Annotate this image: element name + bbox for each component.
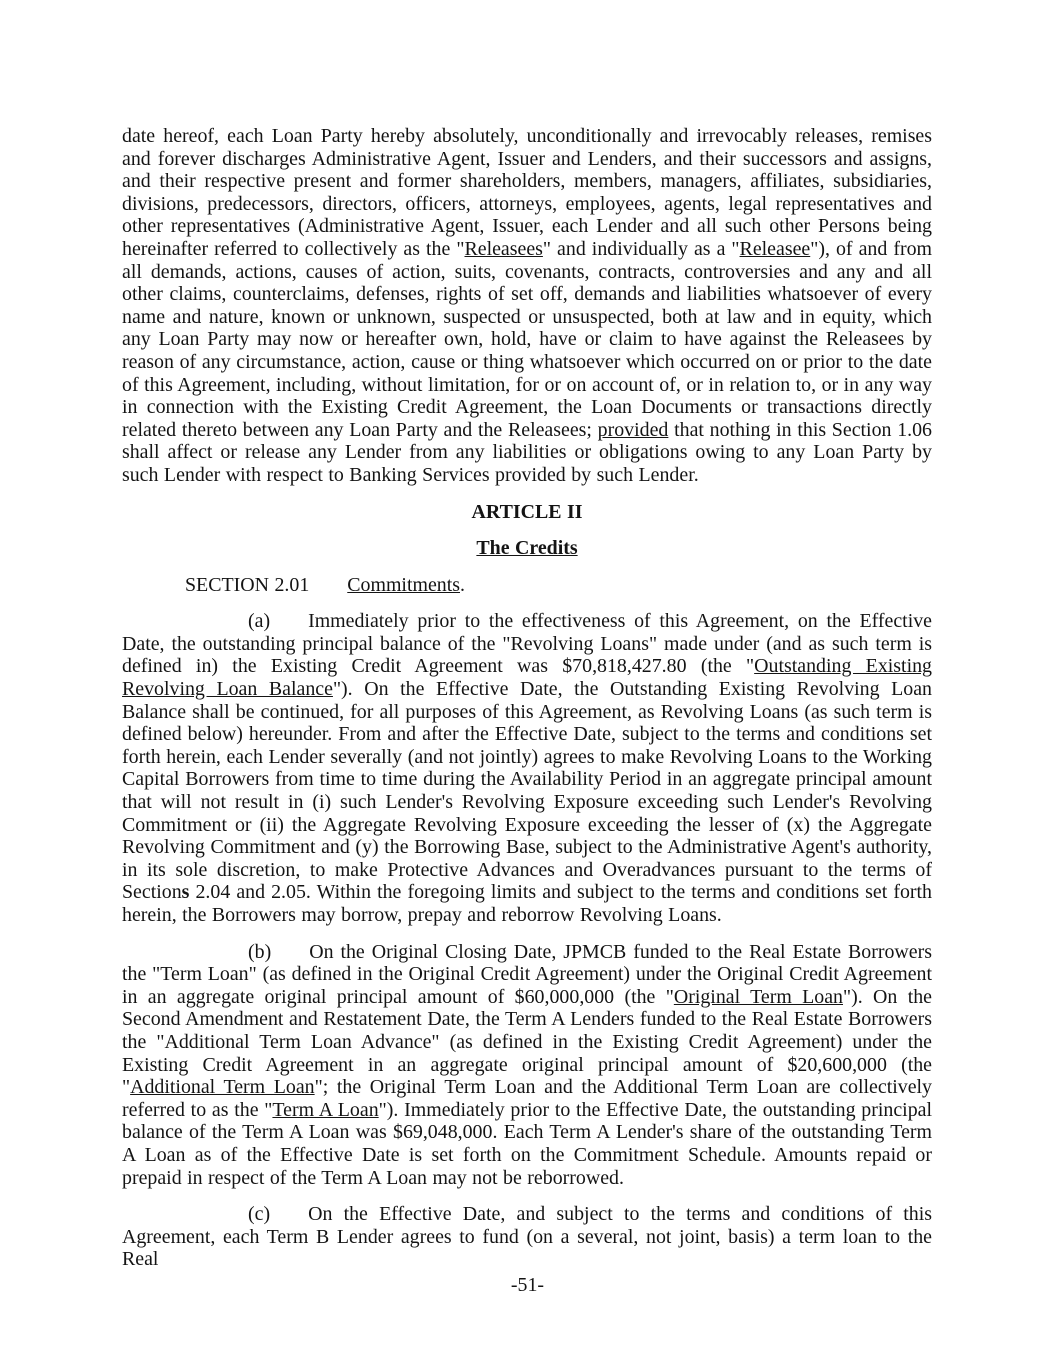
text-run: Term A Loan — [272, 1098, 379, 1121]
text-run: Commitments — [347, 573, 460, 596]
text-run: " and individually as a " — [542, 237, 740, 260]
page-footer — [0, 1274, 1055, 1297]
heading-the-credits — [122, 537, 932, 560]
document-content — [122, 125, 932, 1271]
paragraph-b-term-loan — [122, 941, 932, 1190]
text-run: provided — [597, 418, 669, 441]
text-run: Original Term Loan — [673, 985, 843, 1008]
paragraph-release-continuation — [122, 125, 932, 487]
text-run: (b) — [248, 940, 272, 963]
text-run: Immediately prior to the effectiveness of this Agreement, on the Effective Date, the outstanding principal balance of the "Revolving Loans" made under (and as such term is defined in) the Existing Credit Agreement was $70,818,427.80 (the " — [122, 610, 932, 678]
text-run: On the Effective Date, and subject to the terms and conditions of this Agreement, each Term B Lender agrees to fund (on a several, not joint, basis) a term loan to the Real — [122, 1203, 932, 1271]
text-run: "). Immediately prior to the Effective Date, the outstanding principal balance of the Term A Loan was $69,048,000. Each Term A Lender's share of the outstanding Term A Loan as of the Effective Date is set forth on the Commitment Schedule. Amounts repaid or prepaid in respect of the Term A Loan may not be reborrowed. — [122, 1098, 932, 1189]
text-run: . — [460, 573, 465, 596]
paragraph-c-term-b-loan — [122, 1203, 932, 1271]
text-run: "), of and from all demands, actions, causes of action, suits, covenants, contracts, controversies and any and all other claims, counterclaims, defenses, rights of set off, demands and liabilities whatsoever of every name and nature, known or unknown, suspected or unsuspected, both at law and in equity, which any Loan Party may now or hereafter own, hold, have or claim to have against the Releasees by reason of any circumstance, action, cause or thing whatsoever which occurred on or prior to the date of this Agreement, including, without limitation, for or on account of, or in relation to, or in any way in connection with the Existing Credit Agreement, the Loan Documents or transactions directly related thereto between any Loan Party and the Releasees; — [122, 237, 932, 441]
text-run: Releasees — [464, 237, 543, 260]
text-run: "). On the Second Amendment and Restatement Date, the Term A Lenders funded to the Real Estate Borrowers the "Additional Term Loan Advance" (as defined in the Existing Credit Agreement) under the Existing Credit Agreement in an aggregate original principal amount of $20,600,000 (the " — [122, 985, 932, 1099]
text-run: On the Original Closing Date, JPMCB funded to the Real Estate Borrowers the "Term Loan" (as defined in the Original Credit Agreement) under the Original Credit Agreement in an aggregate original principal amount of $60,000,000 (the " — [122, 940, 932, 1008]
text-run: Releasee — [739, 237, 811, 260]
text-run: Additional Term Loan — [130, 1076, 315, 1099]
text-run: (a) — [248, 610, 271, 633]
text-run: (c) — [248, 1203, 271, 1226]
section-2-01-heading — [122, 574, 932, 597]
text-run: s — [181, 881, 190, 904]
text-run: date hereof, each Loan Party hereby absolutely, unconditionally and irrevocably releases, remises and forever discharges Administrative Agent, Issuer and Lenders, and their successors and assigns, and their respective present and former shareholders, members, managers, affiliates, subsidiaries, divisions, predecessors, directors, officers, attorneys, employees, agents, legal representatives and other representatives (Administrative Agent, Issuer, each Lender and all such other Persons being hereinafter referred to collectively as the " — [122, 125, 932, 260]
text-run: that nothing in this Section 1.06 shall affect or release any Lender from any liabilities or obligations owing to any Loan Party by such Lender with respect to Banking Services provided by such Lender. — [122, 418, 933, 486]
text-run: "). On the Effective Date, the Outstanding Existing Revolving Loan Balance shall be continued, for all purposes of this Agreement, as Revolving Loans (as such term is defined below) hereunder. From and after the Effective Date, subject to the terms and conditions set forth herein, each Lender severally (and not jointly) agrees to make Revolving Loans to the Working Capital Borrowers from time to time during the Availability Period in an aggregate principal amount that will not result in (i) such Lender's Revolving Exposure exceeding such Lender's Revolving Commitment or (ii) the Aggregate Revolving Exposure exceeding the lesser of (x) the Aggregate Revolving Commitment and (y) the Borrowing Base, subject to the Administrative Agent's authority, in its sole discretion, to make Protective Advances and Overadvances pursuant to the terms of Section — [122, 678, 932, 904]
text-run: SECTION 2.01 — [185, 573, 310, 596]
paragraph-a-revolving-commitments — [122, 610, 932, 926]
heading-article-ii — [122, 501, 932, 524]
page-number: -51- — [510, 1274, 545, 1296]
text-run: 2.04 and 2.05. Within the foregoing limits and subject to the terms and conditions set forth herein, the Borrowers may borrow, prepay and reborrow Revolving Loans. — [122, 881, 932, 926]
text-run: ARTICLE II — [471, 500, 583, 523]
text-run: Outstanding Existing Revolving Loan Balance — [122, 655, 932, 701]
text-run: The Credits — [476, 537, 578, 560]
text-run: "; the Original Term Loan and the Additional Term Loan are collectively referred to as the " — [122, 1076, 932, 1121]
